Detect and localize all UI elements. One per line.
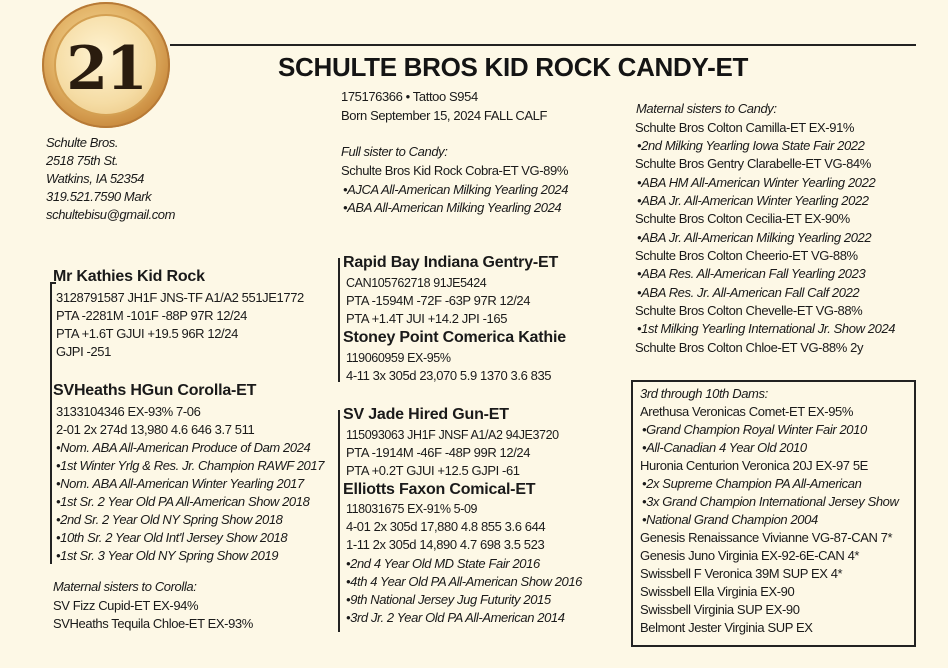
ancestor-dam-award: •Grand Champion Royal Winter Fair 2010	[642, 422, 867, 437]
ancestor-dam-award: •3x Grand Champion International Jersey Show	[642, 494, 899, 509]
sire-sire-detail: PTA +1.4T JUI +14.2 JPI -165	[346, 311, 508, 326]
dam-award: •1st Winter Yrlg & Res. Jr. Champion RAWF 2017	[56, 458, 325, 473]
dam-dam-award: •2nd 4 Year Old MD State Fair 2016	[346, 556, 540, 571]
sire-detail: PTA -2281M -101F -88P 97R 12/24	[56, 308, 247, 323]
dam-dam-award: •4th 4 Year Old PA All-American Show 2016	[346, 574, 583, 589]
dam-detail: 2-01 2x 274d 13,980 4.6 646 3.7 511	[56, 422, 255, 437]
corolla-sisters-label: Maternal sisters to Corolla:	[53, 579, 197, 594]
page-title: SCHULTE BROS KID ROCK CANDY-ET	[278, 52, 749, 82]
candy-sister-award: •2nd Milking Yearling Iowa State Fair 2022	[637, 138, 865, 153]
ancestor-dam-award: •All-Canadian 4 Year Old 2010	[642, 440, 807, 455]
sire-sire-name: Rapid Bay Indiana Gentry-ET	[343, 254, 559, 271]
ancestor-dam-award: •2x Supreme Champion PA All-American	[642, 476, 862, 491]
ancestor-dam: Genesis Renaissance Vivianne VG-87-CAN 7*	[640, 530, 893, 545]
dam-dam-detail: 1-11 2x 305d 14,890 4.7 698 3.5 523	[346, 537, 545, 552]
lot-number-badge	[42, 2, 170, 128]
candy-sister-award: •ABA Jr. All-American Winter Yearling 2022	[637, 193, 869, 208]
dam-sire-detail: PTA +0.2T GJUI +12.5 GJPI -61	[346, 463, 520, 478]
sire-dam-detail: 4-11 3x 305d 23,070 5.9 1370 3.6 835	[346, 368, 552, 383]
dam-award: •1st Sr. 3 Year Old NY Spring Show 2019	[56, 548, 279, 563]
full-sister-label: Full sister to Candy:	[341, 144, 448, 159]
ancestor-dam: Genesis Juno Virginia EX-92-6E-CAN 4*	[640, 548, 860, 563]
dam-award: •2nd Sr. 2 Year Old NY Spring Show 2018	[56, 512, 283, 527]
consignor-line: 2518 75th St.	[46, 153, 119, 168]
consignor-line: 319.521.7590 Mark	[46, 189, 152, 204]
ancestor-dam: Arethusa Veronicas Comet-ET EX-95%	[640, 404, 854, 419]
dam-sire-detail: 115093063 JH1F JNSF A1/A2 94JE3720	[346, 428, 559, 442]
sire-name: Mr Kathies Kid Rock	[53, 268, 205, 285]
dam-award: •10th Sr. 2 Year Old Int'l Jersey Show 2018	[56, 530, 288, 545]
sire-dam-name: Stoney Point Comerica Kathie	[343, 329, 566, 346]
consignor-line: Schulte Bros.	[46, 135, 119, 150]
candy-sister: Schulte Bros Colton Cecilia-ET EX-90%	[635, 211, 850, 226]
ancestor-dam: Swissbell Virginia SUP EX-90	[640, 602, 800, 617]
ancestor-dam: Swissbell F Veronica 39M SUP EX 4*	[640, 566, 843, 581]
full-sister-award: •AJCA All-American Milking Yearling 2024	[343, 182, 569, 197]
sire-detail: PTA +1.6T GJUI +19.5 96R 12/24	[56, 326, 238, 341]
dam-award: •1st Sr. 2 Year Old PA All-American Show 2018	[56, 494, 310, 509]
candy-sister-award: •ABA Res. Jr. All-American Fall Calf 2022	[637, 285, 860, 300]
ancestor-dam: Belmont Jester Virginia SUP EX	[640, 620, 813, 635]
consignor-line: Watkins, IA 52354	[46, 171, 144, 186]
ancestor-dam: Swissbell Ella Virginia EX-90	[640, 584, 795, 599]
candy-sister: Schulte Bros Colton Cheerio-ET VG-88%	[635, 248, 858, 263]
dam-dam-detail: 4-01 2x 305d 17,880 4.8 855 3.6 644	[346, 519, 546, 534]
birth-date-line: Born September 15, 2024 FALL CALF	[341, 108, 548, 123]
dam-name: SVHeaths HGun Corolla-ET	[53, 382, 257, 399]
dam-dam-award: •3rd Jr. 2 Year Old PA All-American 2014	[346, 610, 565, 625]
candy-sister-award: •1st Milking Yearling International Jr. Show 2024	[637, 321, 896, 336]
sire-sire-detail: CAN105762718 91JE5424	[346, 276, 487, 290]
pedigree-bracket-sire	[338, 258, 340, 382]
sire-detail: 3128791587 JH1F JNS-TF A1/A2 551JE1772	[56, 290, 304, 305]
candy-sisters-label: Maternal sisters to Candy:	[636, 101, 777, 116]
full-sister-name: Schulte Bros Kid Rock Cobra-ET VG-89%	[341, 163, 569, 178]
candy-sister-award: •ABA Jr. All-American Milking Yearling 2022	[637, 230, 872, 245]
candy-sister: Schulte Bros Colton Camilla-ET EX-91%	[635, 120, 855, 135]
full-sister-award: •ABA All-American Milking Yearling 2024	[343, 200, 562, 215]
sire-sire-detail: PTA -1594M -72F -63P 97R 12/24	[346, 293, 531, 308]
consignor-email: schultebisu@gmail.com	[46, 207, 176, 222]
sire-dam-detail: 119060959 EX-95%	[346, 351, 451, 365]
candy-sister: Schulte Bros Gentry Clarabelle-ET VG-84%	[635, 156, 871, 171]
dam-award: •Nom. ABA All-American Winter Yearling 2017	[56, 476, 304, 491]
lot-badge-inner	[54, 14, 158, 116]
corolla-sister: SV Fizz Cupid-ET EX-94%	[53, 598, 199, 613]
dam-dam-name: Elliotts Faxon Comical-ET	[343, 481, 536, 498]
lot-number: 21	[66, 34, 146, 104]
dam-dam-award: •9th National Jersey Jug Futurity 2015	[346, 592, 551, 607]
dam-award: •Nom. ABA All-American Produce of Dam 2024	[56, 440, 311, 455]
header-rule	[170, 44, 916, 46]
candy-sister: Schulte Bros Colton Chevelle-ET VG-88%	[635, 303, 863, 318]
registration-line: 175176366 • Tattoo S954	[341, 89, 478, 104]
dam-sire-detail: PTA -1914M -46F -48P 99R 12/24	[346, 445, 531, 460]
candy-sister-award: •ABA HM All-American Winter Yearling 2022	[637, 175, 876, 190]
candy-sister: Schulte Bros Colton Chloe-ET VG-88% 2y	[635, 340, 864, 355]
ancestor-dam-award: •National Grand Champion 2004	[642, 512, 818, 527]
pedigree-bracket-dam	[338, 410, 340, 632]
ancestor-dam: Huronia Centurion Veronica 20J EX-97 5E	[640, 458, 868, 473]
pedigree-bracket-left	[50, 282, 52, 564]
sire-detail: GJPI -251	[56, 344, 111, 359]
candy-sister-award: •ABA Res. All-American Fall Yearling 2023	[637, 266, 866, 281]
dam-detail: 3133104346 EX-93% 7-06	[56, 404, 201, 419]
dam-sire-name: SV Jade Hired Gun-ET	[343, 406, 509, 423]
dams-label: 3rd through 10th Dams:	[640, 386, 768, 401]
corolla-sister: SVHeaths Tequila Chloe-ET EX-93%	[53, 616, 253, 631]
dam-dam-detail: 118031675 EX-91% 5-09	[346, 502, 478, 516]
